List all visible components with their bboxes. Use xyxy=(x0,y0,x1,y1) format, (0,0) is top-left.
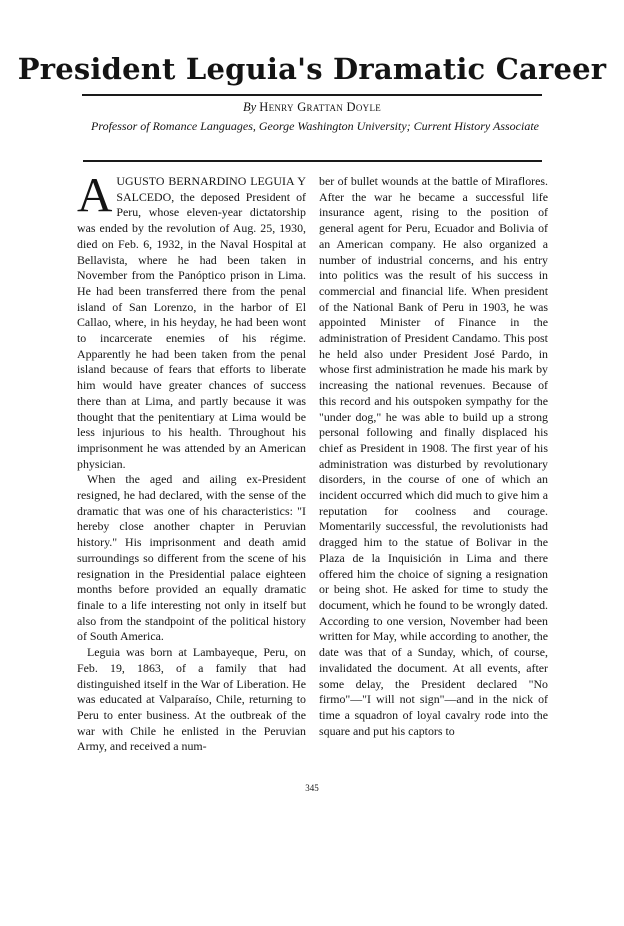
title-rule xyxy=(82,94,542,96)
author-name: Henry Grattan Doyle xyxy=(259,100,382,114)
byline xyxy=(0,100,624,115)
header-rule xyxy=(83,160,542,162)
paragraph: When the aged and ailing ex-President resigned, he had declared, with the sense of the dramatic that was one of his characteristics: "I hereby close another chapter in Peruvian history." His imprisonment and death amid surroundings so different from the scene of his resignation in the Presidential palace eighteen months before provided an equally dramatic finale to a life interesting not only in itself but also from the standpoint of the political history of South America. xyxy=(77,472,306,644)
byline-prefix: By xyxy=(242,100,257,114)
page-number: 345 xyxy=(305,783,319,793)
author-affiliation: Professor of Romance Languages, George Washington University; Current History Associate xyxy=(91,119,539,133)
drop-cap: A xyxy=(77,167,113,222)
paragraph xyxy=(77,167,306,472)
article-title: President Leguia's Dramatic Career xyxy=(17,52,607,86)
paragraph: Leguia was born at Lambayeque, Peru, on Feb. 19, 1863, of a family that had distinguished itself in the War of Liberation. He was educated at Valparaíso, Chile, returning to Peru to enter business. At the outbreak of the war with Chile he enlisted in the Peruvian Army, and received a num- xyxy=(77,645,306,754)
column-right xyxy=(319,174,548,739)
paragraph: ber of bullet wounds at the battle of Miraflores. After the war he became a successful life insurance agent, rising to the position of general agent for Peru, Ecuador and Bolivia of an American company. He also organized a number of industrial concerns, and his entry into politics was the result of his success in commercial and financial life. When president of the National Bank of Peru in 1903, he was appointed Minister of Finance in the administration of President Candamo. This post he held also under President José Pardo, in whose first administration he made his mark by increasing the national revenues. Because of this record and his outspoken sympathy for the "under dog," he was able to build up a strong personal following and finally displaced his chief as President in 1908. The first year of his administration was disturbed by revolutionary disorders, in the course of one of which an incident occurred which did much to give him a reputation for coolness and courage. Momentarily successful, the revolutionists had dragged him to the statue of Bolivar in the Plaza de la Inquisición in Lima and there offered him the choice of signing a resignation or being shot. He asked for time to study the document, which he found to be wrongly dated. According to one version, November had been written for May, while according to another, the date was that of a Sunday, which, of course, invalidated the document. At all events, after some delay, the President declared "No firmo"—"I will not sign"—and in the nick of time a squadron of loyal cavalry rode into the square and put his captors to xyxy=(319,174,548,738)
paragraph-text: UGUSTO BERNARDINO LEGUIA Y SALCEDO, the deposed President of Peru, whose eleven-year dictatorship was ended by the revolution of Aug. 25, 1930, died on Feb. 6, 1932, in the Naval Hospital at Bellavista, where he had been taken in November from the Panóptico prison in Lima. He had been transferred there from the penal island of San Lorenzo, in the harbor of El Callao, where, in his heyday, he had been wont to incarcerate enemies of his régime. Apparently he had been taken from the penal island because of fears that efforts to liberate him would have greater chances of success there than at Lima, and partly because it was thought that the penitentiary at Lima would be less injurious to his health. Throughout his imprisonment he was attended by an American physician. xyxy=(77,174,306,471)
column-left xyxy=(77,167,306,755)
